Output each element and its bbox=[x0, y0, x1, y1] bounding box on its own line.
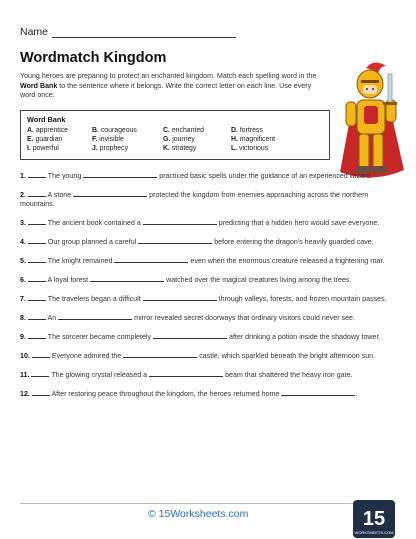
question-number: 6. bbox=[20, 276, 26, 285]
word-bank-word: magnificent bbox=[239, 135, 276, 143]
question-item bbox=[20, 390, 392, 399]
word-bank-item bbox=[27, 145, 92, 152]
word-bank-letter: K. bbox=[163, 144, 170, 152]
word-bank-letter: I. bbox=[27, 144, 31, 152]
word-bank-word: powerful bbox=[32, 144, 59, 152]
word-bank-item bbox=[163, 136, 231, 143]
question-number: 7. bbox=[20, 295, 26, 304]
answer-letter-blank[interactable] bbox=[28, 295, 46, 301]
word-bank-word: journey bbox=[172, 135, 195, 143]
question-item bbox=[20, 276, 392, 285]
question-text-before: The knight remained bbox=[47, 257, 113, 266]
name-field[interactable] bbox=[52, 28, 236, 38]
word-bank-item bbox=[27, 136, 92, 143]
answer-letter-blank[interactable] bbox=[28, 172, 46, 178]
word-bank-grid bbox=[27, 127, 323, 152]
name-row bbox=[20, 26, 236, 38]
name-label: Name bbox=[20, 26, 49, 38]
word-bank-word: victorious bbox=[239, 144, 269, 152]
question-number: 4. bbox=[20, 238, 26, 247]
word-bank-item bbox=[92, 127, 163, 134]
question-text-after: beam that shattered the heavy iron gate. bbox=[225, 371, 353, 380]
word-bank-word: fortress bbox=[239, 127, 263, 134]
word-blank[interactable] bbox=[149, 371, 223, 377]
question-text-after: . bbox=[355, 390, 358, 399]
question-item bbox=[20, 257, 392, 266]
word-bank-item bbox=[231, 127, 321, 134]
question-text-before: A loyal forest bbox=[47, 276, 89, 285]
question-item bbox=[20, 295, 392, 304]
question-item bbox=[20, 352, 392, 361]
word-blank[interactable] bbox=[143, 219, 217, 225]
question-text-after: predicting that a hidden hero would save everyone. bbox=[218, 219, 380, 228]
question-number: 2. bbox=[20, 191, 26, 199]
word-blank[interactable] bbox=[73, 191, 147, 197]
word-bank-letter: J. bbox=[92, 144, 98, 152]
answer-letter-blank[interactable] bbox=[31, 371, 49, 377]
instructions-bold: Word Bank bbox=[20, 81, 58, 90]
answer-letter-blank[interactable] bbox=[28, 257, 46, 263]
question-item bbox=[20, 371, 392, 380]
word-bank-item bbox=[231, 145, 321, 152]
word-bank-letter: G. bbox=[163, 135, 171, 143]
answer-letter-blank[interactable] bbox=[28, 191, 46, 197]
instructions bbox=[20, 72, 328, 101]
question-text-after: protected the kingdom from enemies approaching across the northern mountains. bbox=[20, 191, 369, 209]
word-bank-item bbox=[163, 145, 231, 152]
question-text-after: through valleys, forests, and frozen mountain passes. bbox=[218, 295, 387, 304]
word-bank bbox=[20, 110, 330, 160]
question-text-after: after drinking a potion inside the shadowy tower. bbox=[229, 333, 381, 342]
question-number: 11. bbox=[20, 371, 30, 380]
question-text-before: After restoring peace throughout the kingdom, the heroes returned home bbox=[51, 390, 280, 399]
question-text-before: The sorcerer became completely bbox=[47, 333, 152, 342]
word-bank-letter: F. bbox=[92, 135, 98, 143]
question-number: 5. bbox=[20, 257, 26, 266]
question-text-before: The ancient book contained a bbox=[47, 219, 141, 228]
question-text-before: A stone bbox=[47, 191, 72, 199]
word-bank-title: Word Bank bbox=[27, 115, 66, 124]
word-bank-word: guardian bbox=[35, 135, 63, 143]
question-item bbox=[20, 333, 392, 342]
answer-letter-blank[interactable] bbox=[28, 314, 46, 320]
question-number: 9. bbox=[20, 333, 26, 342]
question-text-before: The glowing crystal released a bbox=[51, 371, 148, 380]
answer-letter-blank[interactable] bbox=[28, 219, 46, 225]
logo-badge bbox=[353, 500, 395, 538]
question-item bbox=[20, 219, 392, 228]
instructions-part2: to the sentence where it belongs. Write the correct letter on each line. Use every word once. bbox=[20, 81, 312, 100]
word-bank-item bbox=[27, 127, 92, 134]
question-text-after: practiced basic spells under the guidance of an experienced wizard. bbox=[159, 172, 373, 180]
question-text-after: before entering the dragon's heavily guarded cave. bbox=[214, 238, 374, 247]
knight-illustration bbox=[330, 60, 414, 190]
instructions-part1: Young heroes are preparing to protect an enchanted kingdom. Match each spelling word in the bbox=[20, 72, 317, 80]
worksheet-title: Wordmatch Kingdom bbox=[20, 50, 167, 66]
badge-text: WORKSHEETS.COM bbox=[354, 530, 394, 535]
word-bank-letter: C. bbox=[163, 127, 170, 134]
question-number: 3. bbox=[20, 219, 26, 228]
answer-letter-blank[interactable] bbox=[28, 238, 46, 244]
question-item bbox=[20, 172, 392, 181]
word-bank-letter: D. bbox=[231, 127, 238, 134]
question-text-before: Our group planned a careful bbox=[47, 238, 137, 247]
question-text-before: Everyone admired the bbox=[51, 352, 122, 361]
question-item bbox=[20, 238, 392, 247]
badge-number: 15 bbox=[362, 508, 386, 530]
word-bank-letter: E. bbox=[27, 135, 34, 143]
answer-letter-blank[interactable] bbox=[32, 390, 50, 396]
word-bank-word: apprentice bbox=[35, 127, 69, 134]
word-blank[interactable] bbox=[90, 276, 164, 282]
word-blank[interactable] bbox=[123, 352, 197, 358]
word-bank-letter: B. bbox=[92, 127, 99, 134]
word-bank-word: strategy bbox=[171, 144, 197, 152]
answer-letter-blank[interactable] bbox=[28, 333, 46, 339]
word-blank[interactable] bbox=[281, 390, 358, 399]
question-number: 10. bbox=[20, 352, 30, 361]
word-bank-item bbox=[92, 145, 163, 152]
question-number: 8. bbox=[20, 314, 26, 323]
question-text-before: The young bbox=[47, 172, 82, 180]
word-bank-word: invisible bbox=[99, 135, 124, 143]
word-bank-word: enchanted bbox=[171, 127, 205, 134]
questions-list bbox=[20, 172, 392, 409]
question-number: 12. bbox=[20, 390, 30, 399]
word-bank-item bbox=[163, 127, 231, 134]
word-blank[interactable] bbox=[83, 172, 157, 178]
word-blank[interactable] bbox=[143, 295, 217, 301]
question-item bbox=[20, 314, 392, 323]
question-number: 1. bbox=[20, 172, 26, 180]
word-bank-item bbox=[231, 136, 321, 143]
footer bbox=[0, 500, 416, 539]
question-item bbox=[20, 191, 392, 210]
answer-letter-blank[interactable] bbox=[32, 352, 50, 358]
word-bank-letter: L. bbox=[231, 144, 238, 152]
footer-copyright[interactable]: © 15Worksheets.com bbox=[148, 508, 249, 520]
word-bank-word: prophecy bbox=[99, 144, 129, 152]
answer-letter-blank[interactable] bbox=[28, 276, 46, 282]
footer-divider bbox=[20, 503, 396, 504]
word-bank-word: courageous bbox=[100, 127, 137, 134]
word-bank-letter: H. bbox=[231, 135, 238, 143]
question-text-after: watched over the magical creatures living among the trees. bbox=[166, 276, 352, 285]
word-bank-letter: A. bbox=[27, 127, 34, 134]
question-text-after: castle, which sparkled beneath the bright afternoon sun. bbox=[199, 352, 376, 361]
word-blank[interactable] bbox=[114, 257, 188, 263]
word-blank[interactable] bbox=[58, 314, 132, 320]
question-text-after: even when the enormous creature released a frightening roar. bbox=[190, 257, 385, 266]
word-blank[interactable] bbox=[153, 333, 227, 339]
word-bank-item bbox=[92, 136, 163, 143]
word-blank[interactable] bbox=[138, 238, 212, 244]
question-text-before: The travelers began a difficult bbox=[47, 295, 141, 304]
question-text-before: An bbox=[47, 314, 57, 323]
question-text-after: mirror revealed secret doorways that ordinary visitors could never see. bbox=[134, 314, 355, 323]
